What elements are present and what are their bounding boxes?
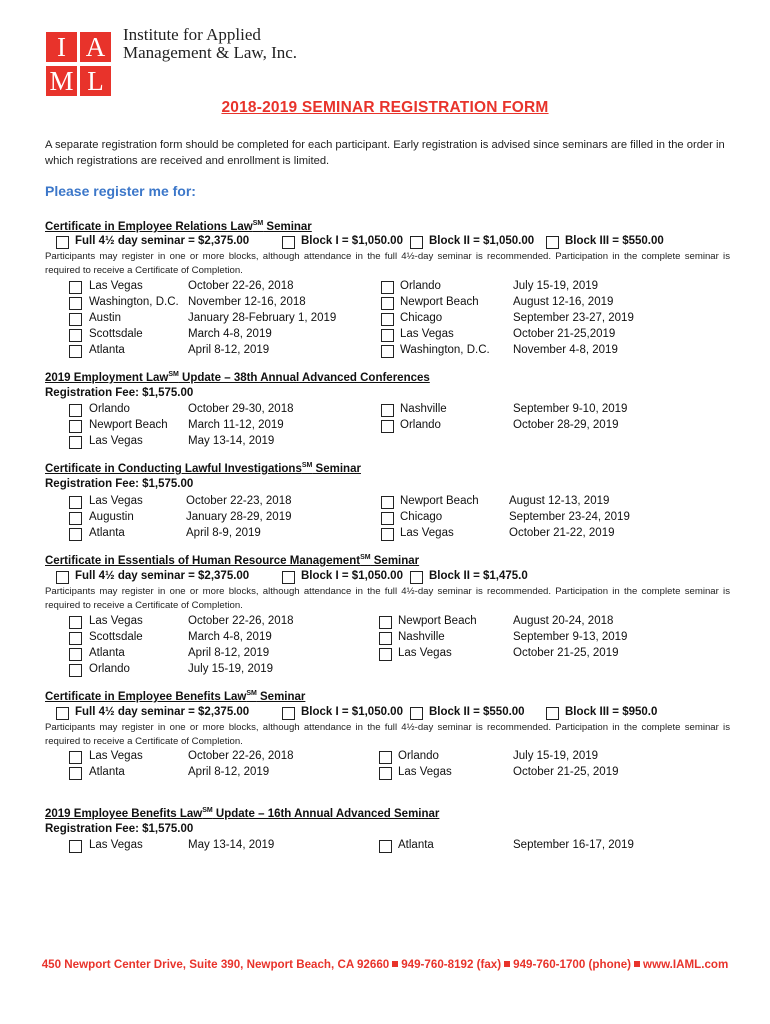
session-city: Las Vegas xyxy=(398,766,452,778)
session-date: April 8-12, 2019 xyxy=(188,766,270,778)
session-checkbox[interactable] xyxy=(69,404,82,417)
session-date: October 22-23, 2018 xyxy=(186,495,292,507)
checkbox-eb-block3[interactable] xyxy=(546,707,559,720)
session-checkbox[interactable] xyxy=(379,767,392,780)
session-city: Las Vegas xyxy=(400,328,454,340)
session-city: Orlando xyxy=(400,280,441,292)
session-checkbox[interactable] xyxy=(69,420,82,433)
checkbox-eb-block2[interactable] xyxy=(410,707,423,720)
checkbox-er-block2[interactable] xyxy=(410,236,423,249)
session-date: March 11-12, 2019 xyxy=(188,419,284,431)
eb-block2-label: Block II = $550.00 xyxy=(429,706,525,718)
section-hr-management-title: Certificate in Essentials of Human Resource Management℠ Seminar xyxy=(45,554,420,567)
footer-phone: 949-760-1700 (phone) xyxy=(513,958,632,971)
session-date: March 4-8, 2019 xyxy=(188,631,272,643)
session-city: Las Vegas xyxy=(89,495,143,507)
session-date: April 8-9, 2019 xyxy=(186,527,261,539)
session-city: Atlanta xyxy=(89,647,125,659)
session-checkbox[interactable] xyxy=(379,648,392,661)
session-date: October 21-22, 2019 xyxy=(509,527,615,539)
session-city: Austin xyxy=(89,312,121,324)
checkbox-hr-full[interactable] xyxy=(56,571,69,584)
session-city: Las Vegas xyxy=(89,435,143,447)
session-date: March 4-8, 2019 xyxy=(188,328,272,340)
session-date: October 21-25,2019 xyxy=(513,328,616,340)
session-checkbox[interactable] xyxy=(69,664,82,677)
logo-letter-i: I xyxy=(46,32,77,62)
checkbox-hr-block1[interactable] xyxy=(282,571,295,584)
section-employment-law-update-title: 2019 Employment Law℠ Update – 38th Annual Advanced Conferences xyxy=(45,371,430,384)
session-date: October 28-29, 2019 xyxy=(513,419,619,431)
session-date: September 9-13, 2019 xyxy=(513,631,628,643)
session-date: April 8-12, 2019 xyxy=(188,344,270,356)
session-date: October 29-30, 2018 xyxy=(188,403,294,415)
session-city: Newport Beach xyxy=(400,495,479,507)
session-date: August 12-13, 2019 xyxy=(509,495,610,507)
session-date: October 22-26, 2018 xyxy=(188,615,294,627)
session-date: November 4-8, 2019 xyxy=(513,344,618,356)
session-date: September 16-17, 2019 xyxy=(513,839,634,851)
session-city: Las Vegas xyxy=(400,527,454,539)
eb-block3-label: Block III = $950.0 xyxy=(565,706,658,718)
session-date: August 20-24, 2018 xyxy=(513,615,614,627)
session-city: Atlanta xyxy=(89,344,125,356)
footer-website: www.IAML.com xyxy=(643,958,729,971)
session-checkbox[interactable] xyxy=(69,648,82,661)
section-employee-relations-title: Certificate in Employee Relations Law℠ Seminar xyxy=(45,220,312,233)
session-date: April 8-12, 2019 xyxy=(188,647,270,659)
logo-letter-l: L xyxy=(80,66,111,96)
session-checkbox[interactable] xyxy=(69,512,82,525)
session-city: Newport Beach xyxy=(89,419,168,431)
session-date: July 15-19, 2019 xyxy=(513,750,599,762)
footer-contact xyxy=(0,958,770,971)
square-bullet-icon xyxy=(392,961,398,967)
session-city: Orlando xyxy=(400,419,441,431)
session-city: Nashville xyxy=(400,403,447,415)
intro-paragraph: A separate registration form should be completed for each participant. Early registration is advised since seminars are filled in the order in which registrations are received and enrollment is limited. xyxy=(45,139,725,167)
checkbox-hr-block2[interactable] xyxy=(410,571,423,584)
session-checkbox[interactable] xyxy=(381,345,394,358)
session-checkbox[interactable] xyxy=(69,632,82,645)
session-checkbox[interactable] xyxy=(379,840,392,853)
session-checkbox[interactable] xyxy=(379,616,392,629)
section-lawful-investigations-title: Certificate in Conducting Lawful Investigations℠ Seminar xyxy=(45,462,361,475)
session-checkbox[interactable] xyxy=(381,281,394,294)
footer-fax: 949-760-8192 (fax) xyxy=(401,958,502,971)
session-date: September 23-24, 2019 xyxy=(509,511,630,523)
session-city: Atlanta xyxy=(398,839,434,851)
hr-participation-note: Participants may register in one or more blocks, although attendance in the full 4½-day seminar is recommended. Participation in the complete seminar is required to receive a Certificate of Completion. xyxy=(45,586,730,611)
session-checkbox[interactable] xyxy=(381,297,394,310)
logo-name-line2: Management & Law, Inc. xyxy=(123,43,298,62)
er-full-label: Full 4½ day seminar = $2,375.00 xyxy=(75,235,250,247)
session-city: Las Vegas xyxy=(89,280,143,292)
session-city: Chicago xyxy=(400,511,443,523)
session-city: Las Vegas xyxy=(398,647,452,659)
session-city: Augustin xyxy=(89,511,134,523)
session-checkbox[interactable] xyxy=(381,329,394,342)
register-heading: Please register me for: xyxy=(45,183,196,199)
square-bullet-icon xyxy=(504,961,510,967)
session-date: January 28-February 1, 2019 xyxy=(188,312,337,324)
hr-full-label: Full 4½ day seminar = $2,375.00 xyxy=(75,570,250,582)
eb-full-label: Full 4½ day seminar = $2,375.00 xyxy=(75,706,250,718)
session-checkbox[interactable] xyxy=(379,632,392,645)
checkbox-eb-block1[interactable] xyxy=(282,707,295,720)
er-block3-label: Block III = $550.00 xyxy=(565,235,664,247)
session-date: September 9-10, 2019 xyxy=(513,403,628,415)
er-block2-label: Block II = $1,050.00 xyxy=(429,235,535,247)
session-city: Las Vegas xyxy=(89,839,143,851)
checkbox-er-full[interactable] xyxy=(56,236,69,249)
session-checkbox[interactable] xyxy=(69,840,82,853)
session-checkbox[interactable] xyxy=(69,436,82,449)
session-city: Newport Beach xyxy=(400,296,479,308)
eb-block1-label: Block I = $1,050.00 xyxy=(301,706,403,718)
session-city: Orlando xyxy=(89,403,130,415)
session-city: Chicago xyxy=(400,312,443,324)
logo-letter-m: M xyxy=(46,66,77,96)
session-city: Las Vegas xyxy=(89,750,143,762)
form-title: 2018-2019 SEMINAR REGISTRATION FORM xyxy=(221,99,549,116)
session-city: Atlanta xyxy=(89,766,125,778)
er-block1-label: Block I = $1,050.00 xyxy=(301,235,403,247)
session-date: May 13-14, 2019 xyxy=(188,839,275,851)
session-checkbox[interactable] xyxy=(381,528,394,541)
session-city: Las Vegas xyxy=(89,615,143,627)
session-checkbox[interactable] xyxy=(381,313,394,326)
logo-letter-a: A xyxy=(80,32,111,62)
session-checkbox[interactable] xyxy=(69,528,82,541)
session-date: September 23-27, 2019 xyxy=(513,312,634,324)
checkbox-er-block1[interactable] xyxy=(282,236,295,249)
li-registration-fee: Registration Fee: $1,575.00 xyxy=(45,478,194,490)
checkbox-er-block3[interactable] xyxy=(546,236,559,249)
session-date: January 28-29, 2019 xyxy=(186,511,292,523)
session-city: Washington, D.C. xyxy=(400,344,490,356)
session-checkbox[interactable] xyxy=(69,767,82,780)
er-participation-note: Participants may register in one or more blocks, although attendance in the full 4½-day seminar is recommended. Participation in the complete seminar is required to receive a Certificate of Completion. xyxy=(45,251,730,276)
session-city: Orlando xyxy=(398,750,439,762)
session-checkbox[interactable] xyxy=(69,297,82,310)
session-checkbox[interactable] xyxy=(381,420,394,433)
section-benefits-law-update-title: 2019 Employee Benefits Law℠ Update – 16th Annual Advanced Seminar xyxy=(45,807,440,820)
session-checkbox[interactable] xyxy=(69,496,82,509)
checkbox-eb-full[interactable] xyxy=(56,707,69,720)
session-date: July 15-19, 2019 xyxy=(513,280,599,292)
logo-name-line1: Institute for Applied xyxy=(123,25,261,44)
section-employee-benefits-title: Certificate in Employee Benefits Law℠ Seminar xyxy=(45,690,306,703)
session-city: Newport Beach xyxy=(398,615,477,627)
elu-registration-fee: Registration Fee: $1,575.00 xyxy=(45,387,194,399)
hr-block2-label: Block II = $1,475.0 xyxy=(429,570,528,582)
session-checkbox[interactable] xyxy=(69,281,82,294)
session-date: May 13-14, 2019 xyxy=(188,435,275,447)
session-date: November 12-16, 2018 xyxy=(188,296,306,308)
session-city: Atlanta xyxy=(89,527,125,539)
eb-participation-note: Participants may register in one or more blocks, although attendance in the full 4½-day seminar is recommended. Participation in the complete seminar is required to receive a Certificate of Completion. xyxy=(45,722,730,747)
footer-address: 450 Newport Center Drive, Suite 390, Newport Beach, CA 92660 xyxy=(41,958,390,971)
session-checkbox[interactable] xyxy=(381,512,394,525)
session-checkbox[interactable] xyxy=(69,345,82,358)
session-city: Nashville xyxy=(398,631,445,643)
session-city: Washington, D.C. xyxy=(89,296,179,308)
square-bullet-icon xyxy=(634,961,640,967)
session-city: Scottsdale xyxy=(89,631,143,643)
session-date: October 21-25, 2019 xyxy=(513,766,619,778)
blu-registration-fee: Registration Fee: $1,575.00 xyxy=(45,823,194,835)
session-date: October 21-25, 2019 xyxy=(513,647,619,659)
session-date: October 22-26, 2018 xyxy=(188,280,294,292)
session-checkbox[interactable] xyxy=(69,329,82,342)
session-checkbox[interactable] xyxy=(379,751,392,764)
session-checkbox[interactable] xyxy=(69,616,82,629)
session-city: Scottsdale xyxy=(89,328,143,340)
session-checkbox[interactable] xyxy=(69,751,82,764)
session-city: Orlando xyxy=(89,663,130,675)
hr-block1-label: Block I = $1,050.00 xyxy=(301,570,403,582)
session-date: October 22-26, 2018 xyxy=(188,750,294,762)
session-date: July 15-19, 2019 xyxy=(188,663,274,675)
session-date: August 12-16, 2019 xyxy=(513,296,614,308)
session-checkbox[interactable] xyxy=(69,313,82,326)
session-checkbox[interactable] xyxy=(381,496,394,509)
session-checkbox[interactable] xyxy=(381,404,394,417)
